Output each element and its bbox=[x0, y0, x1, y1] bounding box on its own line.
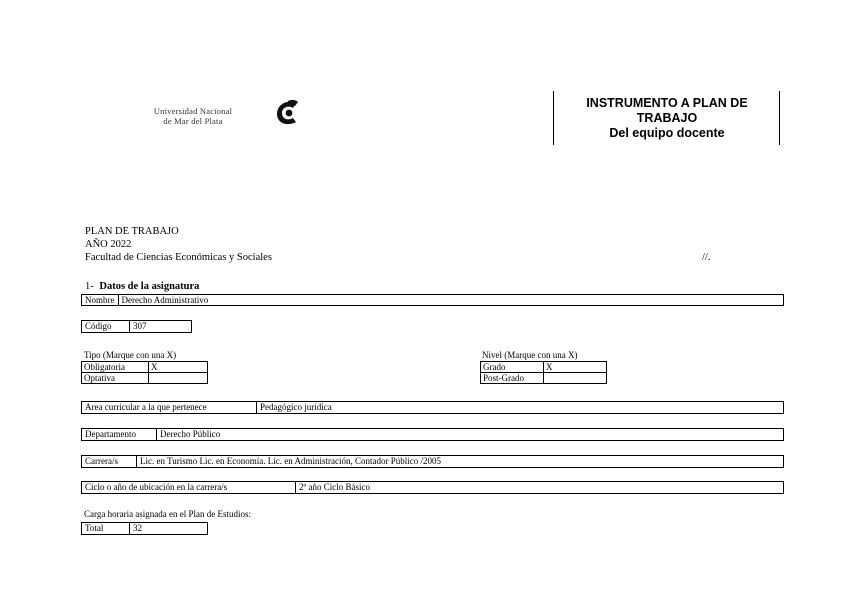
tipo-label: Optativa bbox=[82, 373, 149, 384]
carrera-row bbox=[81, 455, 784, 468]
tipo-value bbox=[149, 373, 208, 384]
document-title-line3: Del equipo docente bbox=[609, 126, 725, 140]
table-row bbox=[82, 373, 208, 384]
document-title-line2: TRABAJO bbox=[636, 111, 698, 125]
departamento-label: Departamento bbox=[85, 429, 136, 439]
section-title: Datos de la asignatura bbox=[99, 281, 200, 292]
nivel-value: X bbox=[544, 362, 607, 373]
codigo-label: Código bbox=[85, 321, 112, 331]
table-row bbox=[481, 373, 607, 384]
departamento-value: Derecho Público bbox=[156, 429, 223, 440]
nombre-value: Derecho Administrativo bbox=[118, 295, 212, 305]
university-name-line2: de Mar del Plata bbox=[163, 116, 223, 126]
header-box-right-border bbox=[779, 91, 780, 145]
university-name bbox=[128, 106, 258, 126]
area-label: Area curricular a la que pertenece bbox=[85, 402, 207, 412]
nivel-title: Nivel (Marque con una X) bbox=[482, 350, 578, 360]
table-row bbox=[82, 362, 208, 373]
carrera-value: Lic. en Turismo Lic. en Economía. Lic. en Administración, Contador Público /2005 bbox=[136, 456, 444, 467]
nivel-label: Post-Grado bbox=[481, 373, 544, 384]
section-number: 1- bbox=[85, 281, 94, 292]
codigo-value: 307 bbox=[129, 321, 150, 332]
ciclo-value: 2º año Ciclo Básico bbox=[295, 482, 373, 493]
codigo-row bbox=[81, 320, 192, 333]
header-box-left-border bbox=[553, 91, 554, 145]
carga-row bbox=[81, 522, 208, 535]
nivel-value bbox=[544, 373, 607, 384]
carrera-label: Carrera/s bbox=[85, 456, 118, 466]
section-heading bbox=[85, 281, 199, 293]
area-value: Pedagógico jurídica bbox=[256, 402, 335, 413]
tipo-title: Tipo (Marque con una X) bbox=[84, 350, 177, 360]
university-name-line1: Universidad Nacional bbox=[153, 106, 233, 116]
ciclo-label: Ciclo o año de ubicación en la carrera/s bbox=[85, 482, 228, 492]
document-title bbox=[556, 96, 778, 141]
tipo-label: Obligatoria bbox=[82, 362, 149, 373]
document-title-line1: INSTRUMENTO A PLAN DE bbox=[586, 96, 748, 110]
faculty-heading: Facultad de Ciencias Económicas y Sociales bbox=[85, 252, 272, 263]
ciclo-row bbox=[81, 481, 784, 494]
nivel-table bbox=[480, 361, 607, 384]
tipo-value: X bbox=[149, 362, 208, 373]
departamento-row bbox=[81, 428, 784, 441]
carga-value: 32 bbox=[129, 523, 145, 534]
carga-label: Total bbox=[85, 523, 104, 533]
nivel-label: Grado bbox=[481, 362, 544, 373]
nombre-row bbox=[81, 294, 784, 306]
carga-title: Carga horaria asignada en el Plan de Estudios: bbox=[84, 509, 252, 519]
plan-heading: PLAN DE TRABAJO bbox=[85, 226, 179, 237]
year-heading: AÑO 2022 bbox=[85, 239, 132, 250]
nombre-label: Nombre bbox=[85, 295, 115, 305]
table-row bbox=[481, 362, 607, 373]
area-row bbox=[81, 401, 784, 414]
page-mark: //. bbox=[702, 252, 711, 263]
tipo-table bbox=[81, 361, 208, 384]
university-logo-icon bbox=[274, 98, 304, 128]
